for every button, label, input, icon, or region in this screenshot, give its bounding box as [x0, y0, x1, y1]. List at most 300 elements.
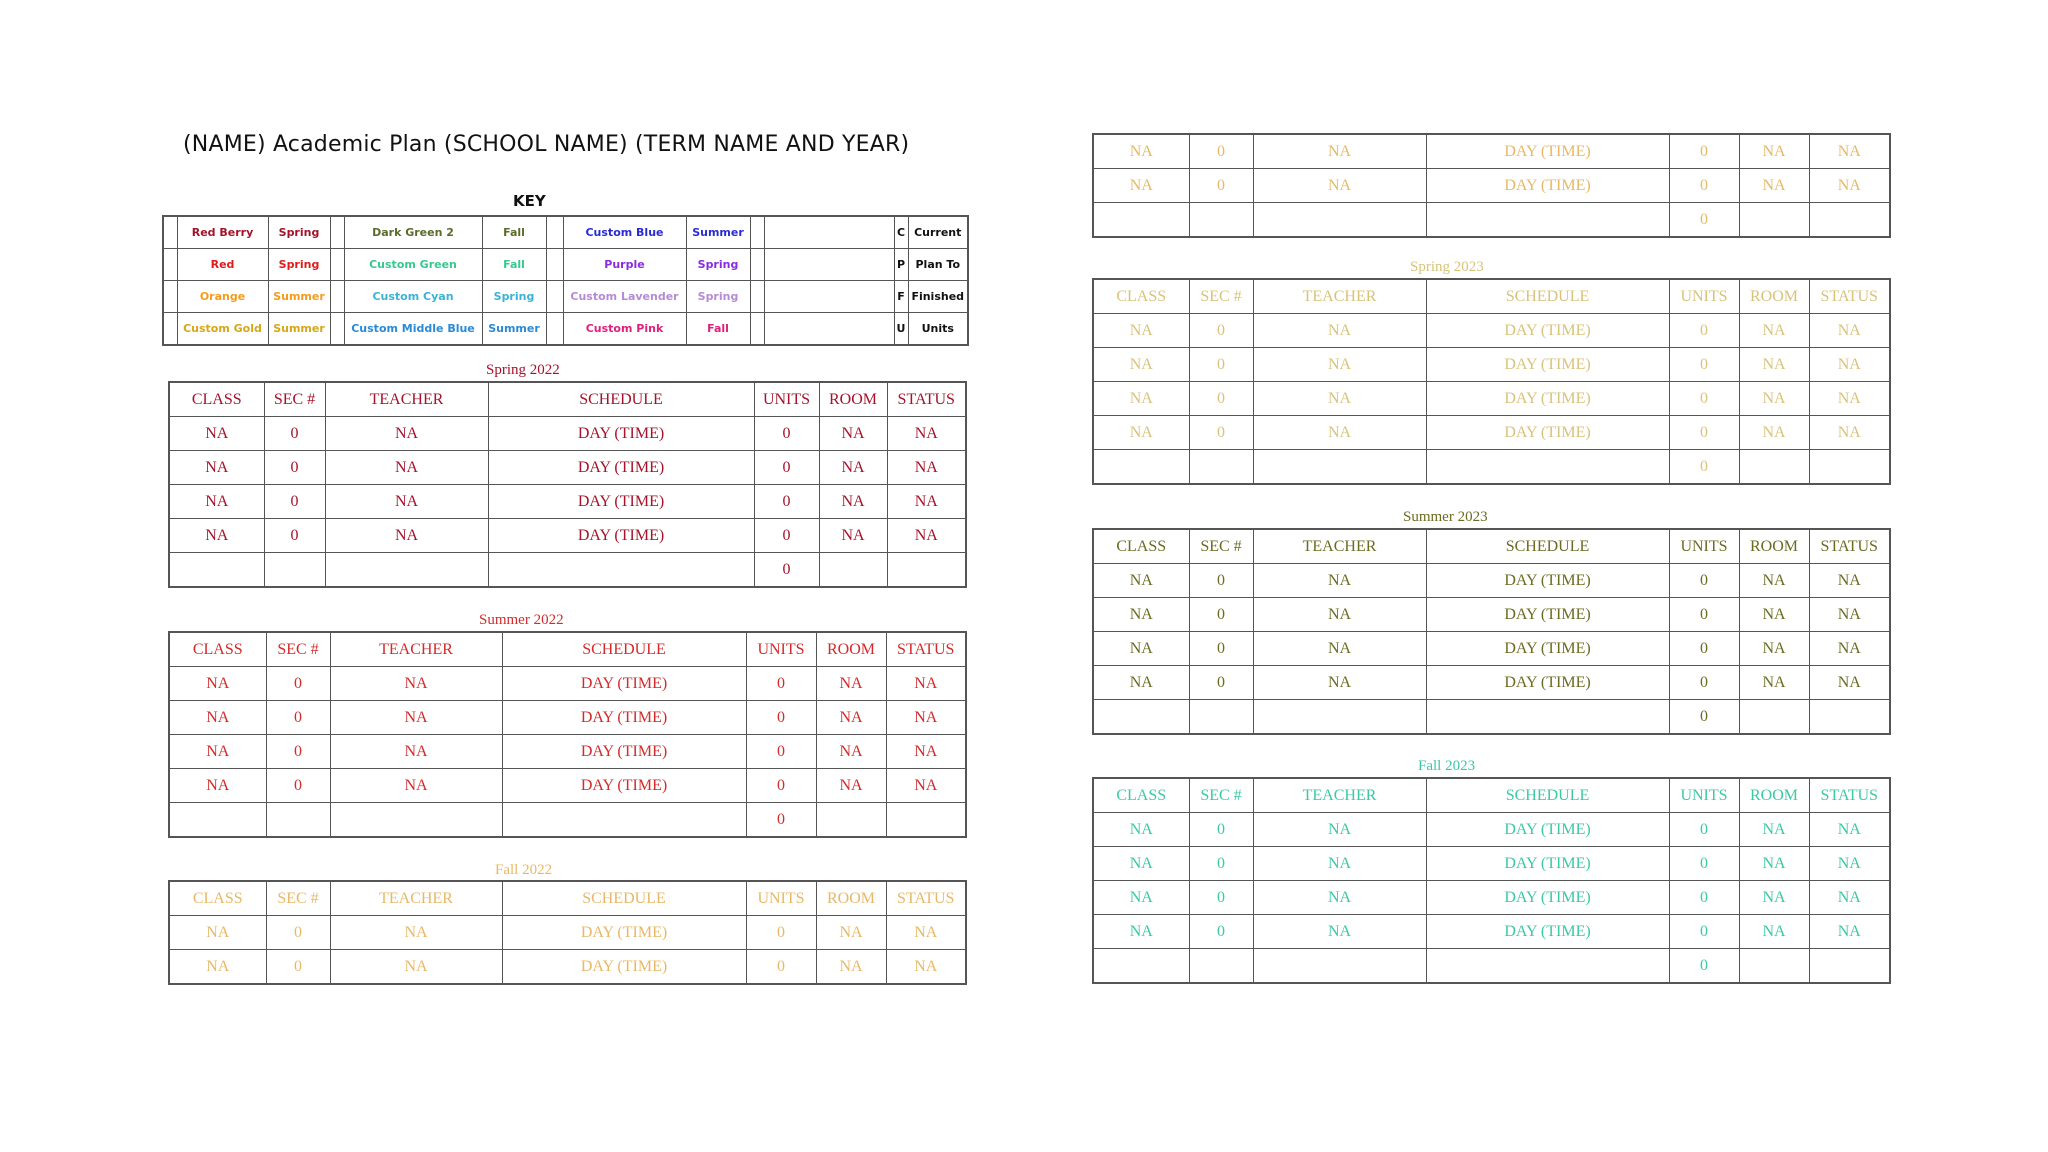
empty-cell	[1253, 450, 1426, 485]
key-blank-cell	[750, 281, 764, 313]
cell-schedule: DAY (TIME)	[1426, 314, 1669, 348]
table-header-row	[169, 881, 966, 916]
color-key-table	[162, 215, 969, 346]
cell-schedule: DAY (TIME)	[1426, 847, 1669, 881]
cell-teacher: NA	[1253, 666, 1426, 700]
header-room: ROOM	[816, 881, 886, 916]
cell-schedule: DAY (TIME)	[488, 485, 754, 519]
cell-teacher: NA	[1253, 134, 1426, 169]
key-color-name: Purple	[563, 249, 686, 281]
total-units-row	[1093, 700, 1890, 735]
key-color-name: Red	[177, 249, 268, 281]
key-row	[163, 281, 968, 313]
cell-class: NA	[169, 485, 264, 519]
header-units: UNITS	[746, 881, 816, 916]
key-term-name: Spring	[686, 249, 750, 281]
cell-room: NA	[1739, 416, 1809, 450]
empty-cell	[325, 553, 488, 588]
cell-schedule: DAY (TIME)	[502, 701, 746, 735]
key-term-name: Summer	[482, 313, 546, 346]
cell-room: NA	[1739, 564, 1809, 598]
cell-sec: 0	[266, 735, 330, 769]
table-row	[1093, 348, 1890, 382]
cell-units: 0	[1669, 598, 1739, 632]
cell-room: NA	[819, 451, 887, 485]
header-schedule: SCHEDULE	[1426, 529, 1669, 564]
cell-room: NA	[816, 667, 886, 701]
empty-cell	[816, 803, 886, 838]
cell-units: 0	[1669, 314, 1739, 348]
cell-schedule: DAY (TIME)	[488, 417, 754, 451]
header-status: STATUS	[1809, 529, 1890, 564]
cell-units: 0	[746, 916, 816, 950]
empty-cell	[1093, 700, 1189, 735]
key-color-name: Custom Green	[344, 249, 482, 281]
header-teacher: TEACHER	[330, 632, 502, 667]
cell-teacher: NA	[1253, 847, 1426, 881]
term-title-fall-2022: Fall 2022	[495, 862, 553, 878]
cell-sec: 0	[1189, 564, 1253, 598]
cell-sec: 0	[1189, 169, 1253, 203]
empty-cell	[1189, 203, 1253, 238]
cell-class: NA	[1093, 632, 1189, 666]
table-row	[1093, 416, 1890, 450]
cell-room: NA	[1739, 666, 1809, 700]
header-status: STATUS	[887, 382, 966, 417]
key-color-name: Custom Cyan	[344, 281, 482, 313]
cell-status: NA	[887, 451, 966, 485]
key-blank-cell	[546, 216, 563, 249]
table-header-row	[1093, 279, 1890, 314]
table-row	[1093, 915, 1890, 949]
cell-schedule: DAY (TIME)	[502, 735, 746, 769]
cell-units: 0	[1669, 847, 1739, 881]
total-units-cell: 0	[1669, 450, 1739, 485]
cell-teacher: NA	[1253, 416, 1426, 450]
header-units: UNITS	[746, 632, 816, 667]
cell-schedule: DAY (TIME)	[1426, 598, 1669, 632]
key-row	[163, 216, 968, 249]
key-blank-cell	[163, 216, 177, 249]
table-header-row	[169, 632, 966, 667]
cell-sec: 0	[1189, 382, 1253, 416]
key-term-name: Summer	[268, 313, 330, 346]
key-blank-cell	[750, 216, 764, 249]
key-status-meaning: Finished	[908, 281, 968, 313]
key-term-name: Summer	[268, 281, 330, 313]
cell-teacher: NA	[1253, 564, 1426, 598]
cell-class: NA	[1093, 314, 1189, 348]
empty-cell	[1426, 203, 1669, 238]
key-blank-cell	[750, 249, 764, 281]
key-color-name: Orange	[177, 281, 268, 313]
total-units-row	[169, 803, 966, 838]
header-sec: SEC #	[264, 382, 325, 417]
cell-status: NA	[1809, 666, 1890, 700]
term-title-spring-2022: Spring 2022	[486, 362, 560, 378]
key-blank-cell	[750, 313, 764, 346]
cell-sec: 0	[1189, 598, 1253, 632]
cell-teacher: NA	[330, 735, 502, 769]
key-term-name: Fall	[482, 216, 546, 249]
cell-units: 0	[1669, 881, 1739, 915]
cell-units: 0	[754, 451, 819, 485]
cell-teacher: NA	[330, 916, 502, 950]
header-room: ROOM	[816, 632, 886, 667]
cell-sec: 0	[1189, 134, 1253, 169]
cell-sec: 0	[1189, 348, 1253, 382]
table-row	[1093, 666, 1890, 700]
key-blank-cell	[163, 249, 177, 281]
table-row	[1093, 382, 1890, 416]
empty-cell	[1739, 450, 1809, 485]
key-term-name: Fall	[686, 313, 750, 346]
table-row	[1093, 813, 1890, 847]
cell-units: 0	[1669, 348, 1739, 382]
cell-units: 0	[1669, 813, 1739, 847]
header-teacher: TEACHER	[1253, 529, 1426, 564]
cell-status: NA	[1809, 598, 1890, 632]
total-units-row	[1093, 450, 1890, 485]
header-units: UNITS	[1669, 778, 1739, 813]
cell-units: 0	[1669, 382, 1739, 416]
cell-class: NA	[169, 769, 266, 803]
cell-status: NA	[1809, 564, 1890, 598]
cell-status: NA	[886, 950, 966, 985]
cell-schedule: DAY (TIME)	[1426, 813, 1669, 847]
empty-cell	[1189, 949, 1253, 984]
cell-class: NA	[169, 451, 264, 485]
cell-units: 0	[1669, 632, 1739, 666]
header-room: ROOM	[819, 382, 887, 417]
header-units: UNITS	[1669, 279, 1739, 314]
cell-class: NA	[1093, 847, 1189, 881]
key-status-meaning: Current	[908, 216, 968, 249]
empty-cell	[1739, 700, 1809, 735]
cell-room: NA	[1739, 881, 1809, 915]
empty-cell	[502, 803, 746, 838]
key-row	[163, 313, 968, 346]
cell-status: NA	[1809, 416, 1890, 450]
cell-units: 0	[1669, 666, 1739, 700]
cell-sec: 0	[1189, 847, 1253, 881]
table-header-row	[169, 382, 966, 417]
empty-cell	[1093, 450, 1189, 485]
cell-status: NA	[1809, 314, 1890, 348]
cell-schedule: DAY (TIME)	[1426, 666, 1669, 700]
total-units-row	[1093, 949, 1890, 984]
header-class: CLASS	[1093, 279, 1189, 314]
cell-status: NA	[1809, 915, 1890, 949]
cell-room: NA	[816, 916, 886, 950]
cell-room: NA	[816, 950, 886, 985]
cell-sec: 0	[264, 485, 325, 519]
table-row	[1093, 847, 1890, 881]
header-sec: SEC #	[266, 881, 330, 916]
header-class: CLASS	[169, 632, 266, 667]
key-blank-cell	[764, 249, 894, 281]
empty-cell	[1809, 203, 1890, 238]
term-title-summer-2022: Summer 2022	[479, 612, 564, 628]
total-units-cell: 0	[1669, 700, 1739, 735]
empty-cell	[1739, 949, 1809, 984]
cell-status: NA	[887, 417, 966, 451]
cell-class: NA	[169, 701, 266, 735]
cell-class: NA	[1093, 348, 1189, 382]
header-sec: SEC #	[1189, 279, 1253, 314]
cell-units: 0	[1669, 416, 1739, 450]
cell-teacher: NA	[1253, 314, 1426, 348]
cell-status: NA	[886, 735, 966, 769]
cell-class: NA	[1093, 134, 1189, 169]
cell-status: NA	[1809, 382, 1890, 416]
cell-class: NA	[169, 916, 266, 950]
header-room: ROOM	[1739, 778, 1809, 813]
key-status-code: F	[894, 281, 908, 313]
cell-sec: 0	[1189, 813, 1253, 847]
cell-room: NA	[1739, 847, 1809, 881]
cell-schedule: DAY (TIME)	[1426, 348, 1669, 382]
table-row	[169, 451, 966, 485]
cell-class: NA	[169, 735, 266, 769]
cell-status: NA	[1809, 847, 1890, 881]
cell-room: NA	[816, 735, 886, 769]
cell-room: NA	[1739, 382, 1809, 416]
term-title-fall-2023: Fall 2023	[1418, 758, 1476, 774]
header-schedule: SCHEDULE	[502, 881, 746, 916]
cell-units: 0	[746, 735, 816, 769]
schedule-table-summer-2022	[168, 631, 967, 838]
cell-sec: 0	[1189, 416, 1253, 450]
cell-schedule: DAY (TIME)	[488, 451, 754, 485]
cell-room: NA	[819, 519, 887, 553]
cell-sec: 0	[266, 916, 330, 950]
header-room: ROOM	[1739, 529, 1809, 564]
table-row	[169, 519, 966, 553]
cell-class: NA	[169, 519, 264, 553]
cell-room: NA	[819, 417, 887, 451]
header-teacher: TEACHER	[1253, 279, 1426, 314]
header-sec: SEC #	[1189, 529, 1253, 564]
cell-teacher: NA	[1253, 169, 1426, 203]
key-status-code: C	[894, 216, 908, 249]
header-teacher: TEACHER	[1253, 778, 1426, 813]
cell-teacher: NA	[1253, 632, 1426, 666]
cell-schedule: DAY (TIME)	[502, 916, 746, 950]
table-row	[1093, 564, 1890, 598]
header-class: CLASS	[169, 881, 266, 916]
cell-sec: 0	[266, 950, 330, 985]
cell-class: NA	[1093, 813, 1189, 847]
key-blank-cell	[330, 313, 344, 346]
cell-sec: 0	[1189, 632, 1253, 666]
cell-status: NA	[887, 519, 966, 553]
header-class: CLASS	[169, 382, 264, 417]
table-row	[1093, 598, 1890, 632]
empty-cell	[1809, 949, 1890, 984]
cell-room: NA	[1739, 314, 1809, 348]
key-term-name: Fall	[482, 249, 546, 281]
key-color-name: Custom Middle Blue	[344, 313, 482, 346]
cell-units: 0	[1669, 915, 1739, 949]
cell-class: NA	[169, 417, 264, 451]
cell-room: NA	[1739, 169, 1809, 203]
header-schedule: SCHEDULE	[502, 632, 746, 667]
key-term-name: Spring	[268, 216, 330, 249]
empty-cell	[488, 553, 754, 588]
cell-units: 0	[746, 667, 816, 701]
schedule-table-fall-2022-continued	[1092, 133, 1891, 238]
table-row	[169, 735, 966, 769]
cell-schedule: DAY (TIME)	[1426, 134, 1669, 169]
total-units-row	[169, 553, 966, 588]
cell-status: NA	[1809, 348, 1890, 382]
header-units: UNITS	[754, 382, 819, 417]
cell-room: NA	[819, 485, 887, 519]
cell-sec: 0	[1189, 915, 1253, 949]
cell-sec: 0	[1189, 666, 1253, 700]
cell-units: 0	[746, 950, 816, 985]
table-row	[1093, 632, 1890, 666]
empty-cell	[1189, 450, 1253, 485]
empty-cell	[819, 553, 887, 588]
table-row	[169, 485, 966, 519]
cell-teacher: NA	[325, 451, 488, 485]
cell-units: 0	[1669, 564, 1739, 598]
key-blank-cell	[764, 313, 894, 346]
cell-schedule: DAY (TIME)	[1426, 416, 1669, 450]
cell-room: NA	[1739, 632, 1809, 666]
empty-cell	[1253, 203, 1426, 238]
cell-schedule: DAY (TIME)	[502, 667, 746, 701]
cell-schedule: DAY (TIME)	[1426, 382, 1669, 416]
cell-sec: 0	[264, 451, 325, 485]
cell-teacher: NA	[1253, 348, 1426, 382]
key-blank-cell	[330, 216, 344, 249]
cell-schedule: DAY (TIME)	[1426, 169, 1669, 203]
key-color-name: Custom Gold	[177, 313, 268, 346]
cell-status: NA	[1809, 134, 1890, 169]
cell-sec: 0	[266, 667, 330, 701]
cell-teacher: NA	[330, 950, 502, 985]
schedule-table-fall-2022	[168, 880, 967, 985]
key-term-name: Spring	[268, 249, 330, 281]
cell-room: NA	[816, 769, 886, 803]
schedule-table-summer-2023	[1092, 528, 1891, 735]
cell-sec: 0	[266, 701, 330, 735]
cell-class: NA	[1093, 915, 1189, 949]
empty-cell	[1253, 949, 1426, 984]
cell-units: 0	[1669, 134, 1739, 169]
empty-cell	[1426, 949, 1669, 984]
empty-cell	[1739, 203, 1809, 238]
empty-cell	[1809, 700, 1890, 735]
empty-cell	[1809, 450, 1890, 485]
key-row	[163, 249, 968, 281]
key-color-name: Custom Lavender	[563, 281, 686, 313]
cell-status: NA	[886, 667, 966, 701]
cell-schedule: DAY (TIME)	[1426, 564, 1669, 598]
empty-cell	[887, 553, 966, 588]
cell-teacher: NA	[330, 769, 502, 803]
cell-schedule: DAY (TIME)	[502, 769, 746, 803]
header-status: STATUS	[1809, 279, 1890, 314]
cell-class: NA	[169, 950, 266, 985]
cell-teacher: NA	[1253, 915, 1426, 949]
document-title: (NAME) Academic Plan (SCHOOL NAME) (TERM NAME AND YEAR)	[183, 132, 910, 157]
cell-status: NA	[1809, 813, 1890, 847]
table-row	[169, 950, 966, 985]
header-schedule: SCHEDULE	[1426, 279, 1669, 314]
cell-units: 0	[754, 417, 819, 451]
key-term-name: Spring	[686, 281, 750, 313]
header-status: STATUS	[886, 632, 966, 667]
table-row	[1093, 881, 1890, 915]
total-units-cell: 0	[746, 803, 816, 838]
cell-sec: 0	[264, 519, 325, 553]
table-row	[1093, 169, 1890, 203]
cell-status: NA	[1809, 169, 1890, 203]
key-blank-cell	[546, 249, 563, 281]
total-units-cell: 0	[754, 553, 819, 588]
cell-room: NA	[1739, 813, 1809, 847]
empty-cell	[264, 553, 325, 588]
table-row	[169, 701, 966, 735]
table-row	[1093, 134, 1890, 169]
cell-class: NA	[1093, 382, 1189, 416]
cell-schedule: DAY (TIME)	[502, 950, 746, 985]
header-units: UNITS	[1669, 529, 1739, 564]
table-row	[169, 916, 966, 950]
empty-cell	[266, 803, 330, 838]
cell-units: 0	[754, 519, 819, 553]
cell-class: NA	[1093, 564, 1189, 598]
key-blank-cell	[330, 249, 344, 281]
empty-cell	[1189, 700, 1253, 735]
header-teacher: TEACHER	[325, 382, 488, 417]
key-term-name: Spring	[482, 281, 546, 313]
key-status-meaning: Plan To	[908, 249, 968, 281]
table-header-row	[1093, 778, 1890, 813]
header-sec: SEC #	[266, 632, 330, 667]
table-row	[169, 769, 966, 803]
cell-teacher: NA	[1253, 382, 1426, 416]
key-status-meaning: Units	[908, 313, 968, 346]
cell-schedule: DAY (TIME)	[1426, 881, 1669, 915]
cell-schedule: DAY (TIME)	[1426, 915, 1669, 949]
header-class: CLASS	[1093, 778, 1189, 813]
header-status: STATUS	[886, 881, 966, 916]
table-header-row	[1093, 529, 1890, 564]
cell-schedule: DAY (TIME)	[488, 519, 754, 553]
cell-status: NA	[887, 485, 966, 519]
term-title-summer-2023: Summer 2023	[1403, 509, 1488, 525]
key-color-name: Custom Pink	[563, 313, 686, 346]
cell-status: NA	[886, 769, 966, 803]
cell-teacher: NA	[330, 701, 502, 735]
cell-room: NA	[1739, 348, 1809, 382]
cell-sec: 0	[1189, 881, 1253, 915]
cell-teacher: NA	[1253, 598, 1426, 632]
empty-cell	[169, 803, 266, 838]
header-schedule: SCHEDULE	[488, 382, 754, 417]
empty-cell	[330, 803, 502, 838]
table-row	[1093, 314, 1890, 348]
key-status-code: U	[894, 313, 908, 346]
header-room: ROOM	[1739, 279, 1809, 314]
key-blank-cell	[163, 281, 177, 313]
cell-teacher: NA	[325, 485, 488, 519]
